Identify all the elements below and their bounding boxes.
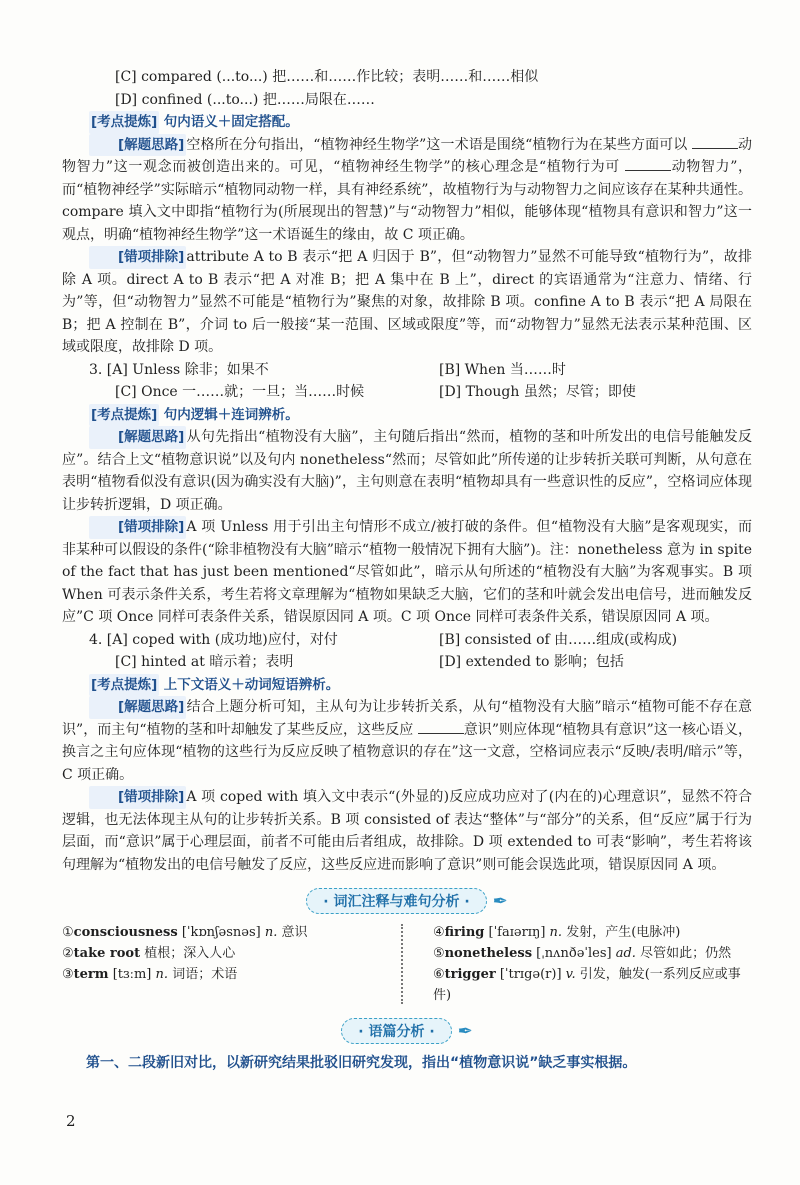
quill-pen-icon: ✒	[457, 1020, 473, 1042]
option-q3-c: [C] Once 一……就；一旦；当……时候	[115, 384, 365, 400]
q2-wrong-text: attribute A to B 表示“把 A 归因于 B”，但“动物智力”显然不可能导致“植物行为”，故排除 A 项。direct A to B 表示“把 A 对准 B；把 A 集中在 B 上”，direct 的宾语通常为“注意力、情绪、行为”等，但“动物智力”显然不可能是“植物行为”聚焦的对象，故排除 B 项。confine A to B 表示“把 A 局限在 B；把 A 控制在 B”，介词 to 后一般接“某一范围、区域或限度”等，而“动物智力”显然无法表示某种范围、区域或限度，故排除 D 项。	[62, 249, 752, 355]
vocab-column-left	[62, 922, 401, 1006]
q3-key-point	[62, 404, 752, 427]
q3-wrong-option-elimination	[62, 516, 752, 629]
discourse-section-title: · 语篇分析 ·	[341, 1018, 451, 1044]
q4-wrong-text: A 项 coped with 填入文中表示“(外显的)反应成功应对了(内在的)心理意识”，显然不符合逻辑，也无法体现主从句的让步转折关系。B 项 consisted of 表达“整体”与“部分”的关系，但“反应”属于行为层面，而“意识”属于心理层面，前者不可能由后者组成，故排除。D 项 extended to 可表“影响”，考生若将该句理解为“植物发出的电信号触发了反应，这些反应进而影响了意识”则可能会误选此项，错误原因同 A 项。	[62, 789, 752, 873]
key-point-text: 上下文语义＋动词短语辨析。	[163, 676, 340, 693]
elimination-tag: [错项排除]	[89, 516, 186, 539]
q3-options-row1	[62, 359, 752, 382]
option-q2-d: [D] confined (...to...) 把……局限在……	[115, 91, 375, 108]
dotted-divider	[401, 924, 423, 1004]
q3-solution-idea	[62, 426, 752, 516]
discourse-section-header	[62, 1014, 752, 1048]
key-point-text: 句内逻辑＋连词辨析。	[163, 406, 299, 423]
discourse-summary: 第一、二段新旧对比，以新研究结果批驳旧研究发现，指出“植物意识说”缺乏事实根据。	[86, 1055, 637, 1071]
blank-line	[692, 136, 738, 149]
q3-idea-text: 从句先指出“植物没有大脑”，主句随后指出“然而，植物的茎和叶所发出的电信号能触发反应”。结合上文“植物意识说”以及句内 nonetheless“然而；尽管如此”所传递的让步转折关联可判断，从句意在表明“植物看似没有意识(因为确实没有大脑)”，主句则意在表明“植物却具有一些意识性的反应”，空格词应体现让步转折逻辑，D 项正确。	[62, 429, 752, 513]
q2-wrong-option-elimination	[62, 246, 752, 359]
page-number: 2	[66, 1112, 76, 1130]
elimination-tag: [错项排除]	[89, 786, 186, 809]
q2-solution-idea	[62, 134, 752, 247]
solution-tag: [解题思路]	[89, 134, 186, 157]
q4-wrong-option-elimination	[62, 786, 752, 876]
q2-idea-part2: 动物智力”这一观念而被创造出来的。可见，“植物神经生物学”的核心理念是“植物行为可	[62, 136, 752, 175]
blank-line	[418, 721, 464, 734]
q3-wrong-text: A 项 Unless 用于引出主句情形不成立/被打破的条件。但“植物没有大脑”是客观现实，而非某种可以假设的条件(“除非植物没有大脑”暗示“植物一般情况下拥有大脑”)。注：nonetheless 意为 in spite of the fact that has just been mentioned“尽管如此”，暗示从句所述的“植物没有大脑”为客观事实。B 项 When 可表示条件关系，考生若将文章理解为“植物如果缺乏大脑，它们的茎和叶就会发出电信号，进而触发反应”C 项 Once 同样可表条件关系，错误原因同 A 项。C 项 Once 同样可表条件关系，错误原因同 A 项。	[62, 519, 752, 625]
q2-key-point	[62, 111, 752, 134]
option-q3-b: [B] When 当……时	[439, 361, 566, 378]
option-q4-c: [C] hinted at 暗示着；表明	[115, 654, 294, 670]
vocab-list	[62, 922, 752, 1006]
key-point-tag: [考点提炼]	[89, 404, 159, 427]
q4-idea-part1: 结合上题分析可知，主从句为让步转折关系，从句“植物没有大脑”暗示“植物可能不存在意识”，而主句“植物的茎和叶却触发了某些反应，这些反应	[62, 699, 752, 738]
q4-solution-idea	[62, 696, 752, 786]
quill-pen-icon: ✒	[492, 890, 508, 912]
vocab-item: ④firing [ˈfaɪərɪŋ] n. 发射，产生(电脉冲)	[432, 925, 681, 940]
q3-options-row2	[62, 381, 752, 404]
key-point-text: 句内语义＋固定搭配。	[163, 114, 299, 130]
q4-key-point	[62, 674, 752, 697]
vocab-item: ①consciousness [ˈkɒnʃəsnəs] n. 意识	[62, 925, 308, 940]
key-point-tag: [考点提炼]	[89, 674, 159, 697]
vocab-item: ②take root 植根；深入人心	[62, 946, 236, 961]
q4-options-row1	[62, 629, 752, 652]
vocab-section-header	[62, 884, 752, 918]
q4-options-row2	[62, 651, 752, 674]
key-point-tag: [考点提炼]	[89, 111, 159, 134]
vocab-column-right	[433, 922, 752, 1006]
q2-idea-part1: 空格所在分句指出，“植物神经生物学”这一术语是围绕“植物行为在某些方面可以	[186, 136, 688, 153]
q4-idea-part2: 意识”则应体现“植物具有意识”这一核心语义，换言之主句应体现“植物的这些行为反应反映了植物意识的存在”这一文意，空格词应表示“反映/表明/暗示”等，C 项正确。	[62, 721, 752, 783]
q2-idea-part3: 动物智力”，而“植物神经学”实际暗示“植物同动物一样，具有神经系统”，故植物行为与动物智力之间应该存在某种共通性。compare 填入文中即指“植物行为(所展现出的智慧)”与“动物智力”相似，能够体现“植物具有意识和智力”这一观点，明确“植物神经生物学”这一术语诞生的缘由，故 C 项正确。	[62, 159, 752, 243]
solution-tag: [解题思路]	[89, 426, 186, 449]
page-content	[62, 66, 752, 1074]
vocab-item: ③term [tɜːm] n. 词语；术语	[62, 967, 238, 982]
solution-tag: [解题思路]	[89, 696, 186, 719]
option-q4-b: [B] consisted of 由……组成(或构成)	[439, 631, 678, 648]
vocab-section-title: · 词汇注释与难句分析 ·	[306, 888, 486, 914]
option-q3-d: [D] Though 虽然；尽管；即使	[439, 384, 636, 400]
option-q4-d: [D] extended to 影响；包括	[439, 654, 624, 670]
elimination-tag: [错项排除]	[89, 246, 186, 269]
vocab-item: ⑥trigger [ˈtrɪgə(r)] v. 引发，触发(一系列反应或事件)	[432, 967, 741, 1003]
blank-line	[625, 158, 671, 171]
vocab-item: ⑤nonetheless [ˌnʌnðəˈles] ad. 尽管如此；仍然	[432, 946, 732, 961]
option-q4-a: 4. [A] coped with (成功地)应付，对付	[89, 631, 338, 648]
option-q2-c: [C] compared (...to...) 把……和……作比较；表明……和……相似	[115, 69, 539, 85]
option-q3-a: 3. [A] Unless 除非；如果不	[89, 361, 269, 378]
